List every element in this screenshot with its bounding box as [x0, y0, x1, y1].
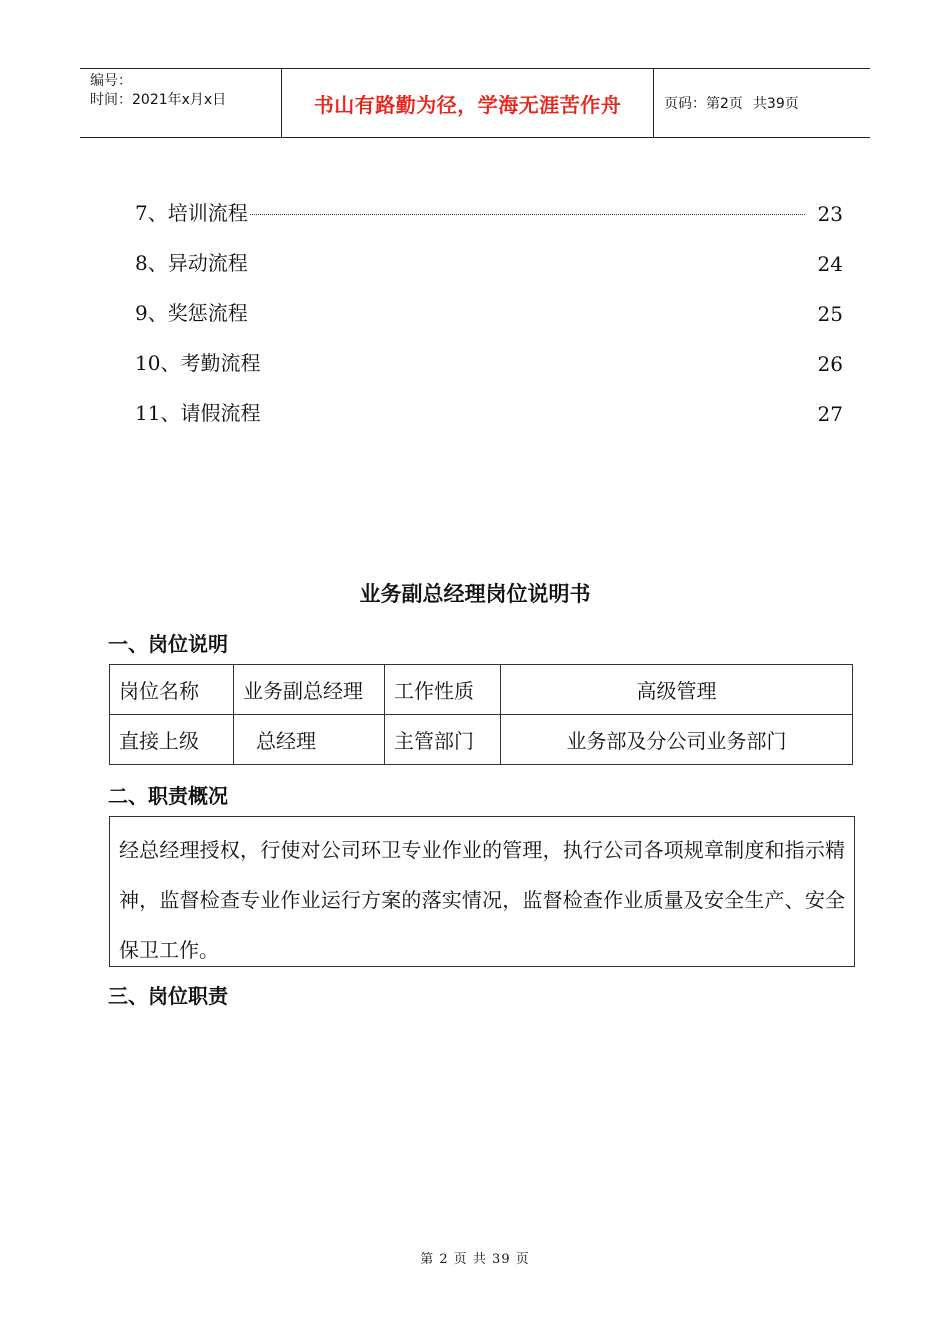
toc-entry-label: 9、奖惩流程 [135, 301, 248, 325]
document-time-label: 时间：2021年x月x日 [90, 92, 227, 108]
table-row [110, 715, 853, 765]
toc-entry[interactable] [135, 176, 843, 226]
responsibility-overview-box: 经总经理授权，行使对公司环卫专业作业的管理，执行公司各项规章制度和指示精神，监督检查专业作业运行方案的落实情况，监督检查作业质量及安全生产、安全保卫工作。 [109, 816, 855, 967]
toc-entry-page: 25 [817, 302, 843, 326]
header-motto: 书山有路勤为径，学海无涯苦作舟 [281, 69, 654, 137]
toc-entry-label: 10、考勤流程 [135, 351, 261, 375]
toc-entry-label: 11、请假流程 [135, 401, 261, 425]
toc-dot-leader [250, 214, 805, 215]
toc-entry-page: 27 [817, 402, 843, 426]
table-cell-value: 业务副总经理 [234, 665, 385, 715]
table-cell-label: 岗位名称 [110, 665, 234, 715]
page-footer: 第 2 页 共 39 页 [420, 1252, 530, 1267]
document-number-label: 编号： [90, 73, 132, 89]
job-info-table [109, 664, 853, 765]
toc-entry-page: 23 [817, 202, 843, 226]
toc-entry-page: 24 [817, 252, 843, 276]
table-cell-label: 直接上级 [110, 715, 234, 765]
header-meta [80, 69, 281, 137]
table-cell-value: 业务部及分公司业务部门 [501, 715, 853, 765]
toc-entry[interactable] [135, 276, 843, 326]
table-cell-label: 工作性质 [385, 665, 501, 715]
header-page-info [654, 69, 870, 137]
toc-entry[interactable] [135, 226, 843, 276]
toc-entry-page: 26 [817, 352, 843, 376]
toc-entry[interactable] [135, 326, 843, 376]
table-of-contents [135, 176, 843, 426]
section-heading-job-description: 一、岗位说明 [108, 632, 228, 656]
toc-entry[interactable] [135, 376, 843, 426]
page-header [80, 68, 870, 138]
table-row [110, 665, 853, 715]
section-heading-responsibility-overview: 二、职责概况 [108, 784, 228, 808]
header-page-number: 页码：第2页 [664, 96, 743, 112]
table-cell-value: 高级管理 [501, 665, 853, 715]
header-page-total: 共39页 [752, 96, 799, 112]
toc-entry-label: 8、异动流程 [135, 251, 248, 275]
section-heading-job-duties: 三、岗位职责 [108, 984, 228, 1008]
table-cell-label: 主管部门 [385, 715, 501, 765]
table-cell-value: 总经理 [234, 715, 385, 765]
document-title: 业务副总经理岗位说明书 [359, 582, 591, 606]
toc-entry-label: 7、培训流程 [135, 201, 248, 225]
